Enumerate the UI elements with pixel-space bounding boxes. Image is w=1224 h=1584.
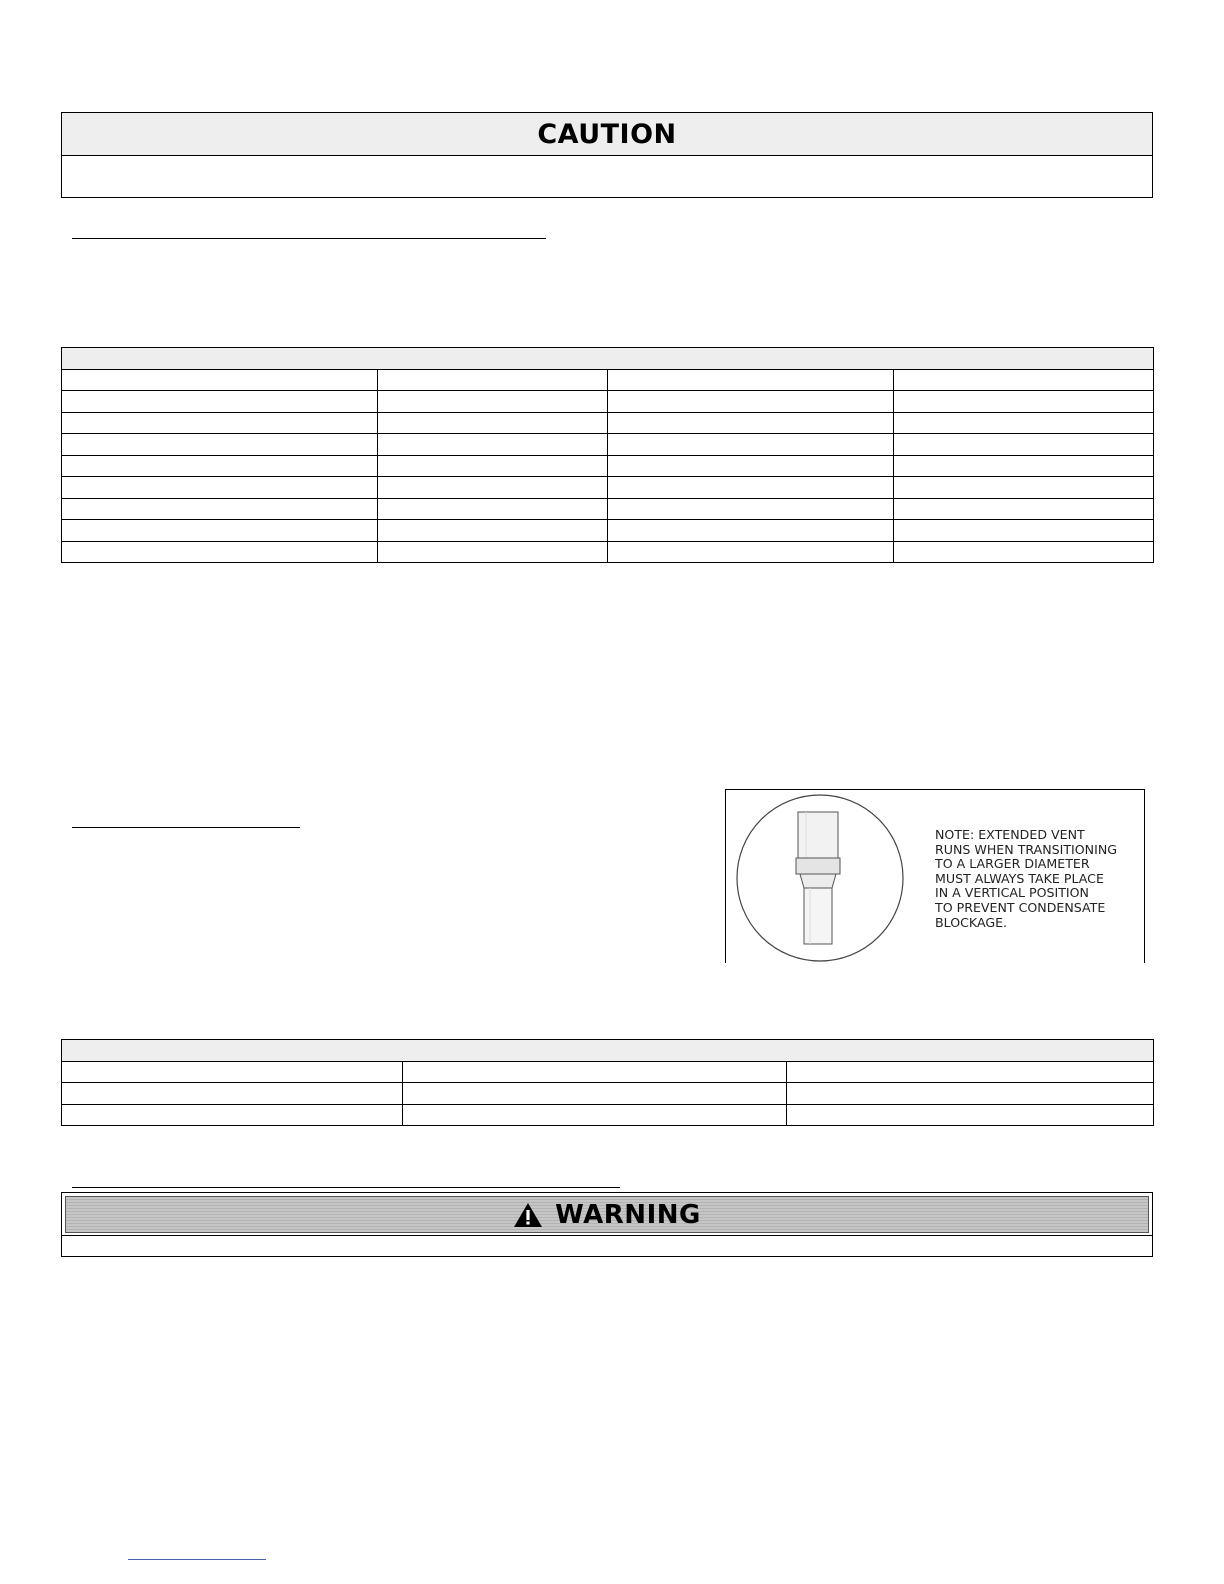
figure-note-line: NOTE: EXTENDED VENT — [935, 827, 1085, 842]
vent-table-1 — [61, 347, 1154, 563]
figure-note-line: RUNS WHEN TRANSITIONING — [935, 841, 1118, 857]
figure-note-line: MUST ALWAYS TAKE PLACE — [935, 870, 1104, 886]
table-row — [62, 391, 1154, 413]
table-row — [62, 1083, 1154, 1105]
caution-title: CAUTION — [537, 118, 677, 150]
table-row — [62, 412, 1154, 434]
warning-divider — [62, 1235, 1152, 1236]
table-row — [62, 1104, 1154, 1126]
warning-title: WARNING — [555, 1199, 701, 1230]
caution-box — [61, 112, 1153, 198]
footer-link-underline[interactable] — [128, 1559, 266, 1560]
warning-header — [65, 1196, 1149, 1233]
vent-transition-figure — [725, 789, 1145, 963]
table-row — [62, 455, 1154, 477]
figure-note-line: TO A LARGER DIAMETER — [935, 856, 1090, 872]
table-row — [62, 369, 1154, 391]
figure-note-line: BLOCKAGE. — [935, 914, 1008, 930]
caution-body — [62, 156, 1152, 197]
warning-triangle-icon — [513, 1202, 543, 1228]
figure-note-line: IN A VERTICAL POSITION — [935, 885, 1089, 901]
table-row — [62, 541, 1154, 563]
table-header-row — [62, 348, 1154, 370]
table-row — [62, 434, 1154, 456]
table-row — [62, 1061, 1154, 1083]
section-heading-underline — [72, 1187, 620, 1188]
caution-header — [62, 113, 1152, 156]
section-heading-underline — [72, 238, 546, 239]
table-header-row — [62, 1040, 1154, 1062]
figure-note-line: TO PREVENT CONDENSATE — [935, 899, 1106, 915]
warning-box — [61, 1192, 1153, 1257]
section-heading-underline — [72, 827, 300, 828]
table-row — [62, 520, 1154, 542]
table-row — [62, 477, 1154, 499]
figure-note — [935, 828, 1140, 930]
vent-table-2 — [61, 1039, 1154, 1126]
table-row — [62, 498, 1154, 520]
